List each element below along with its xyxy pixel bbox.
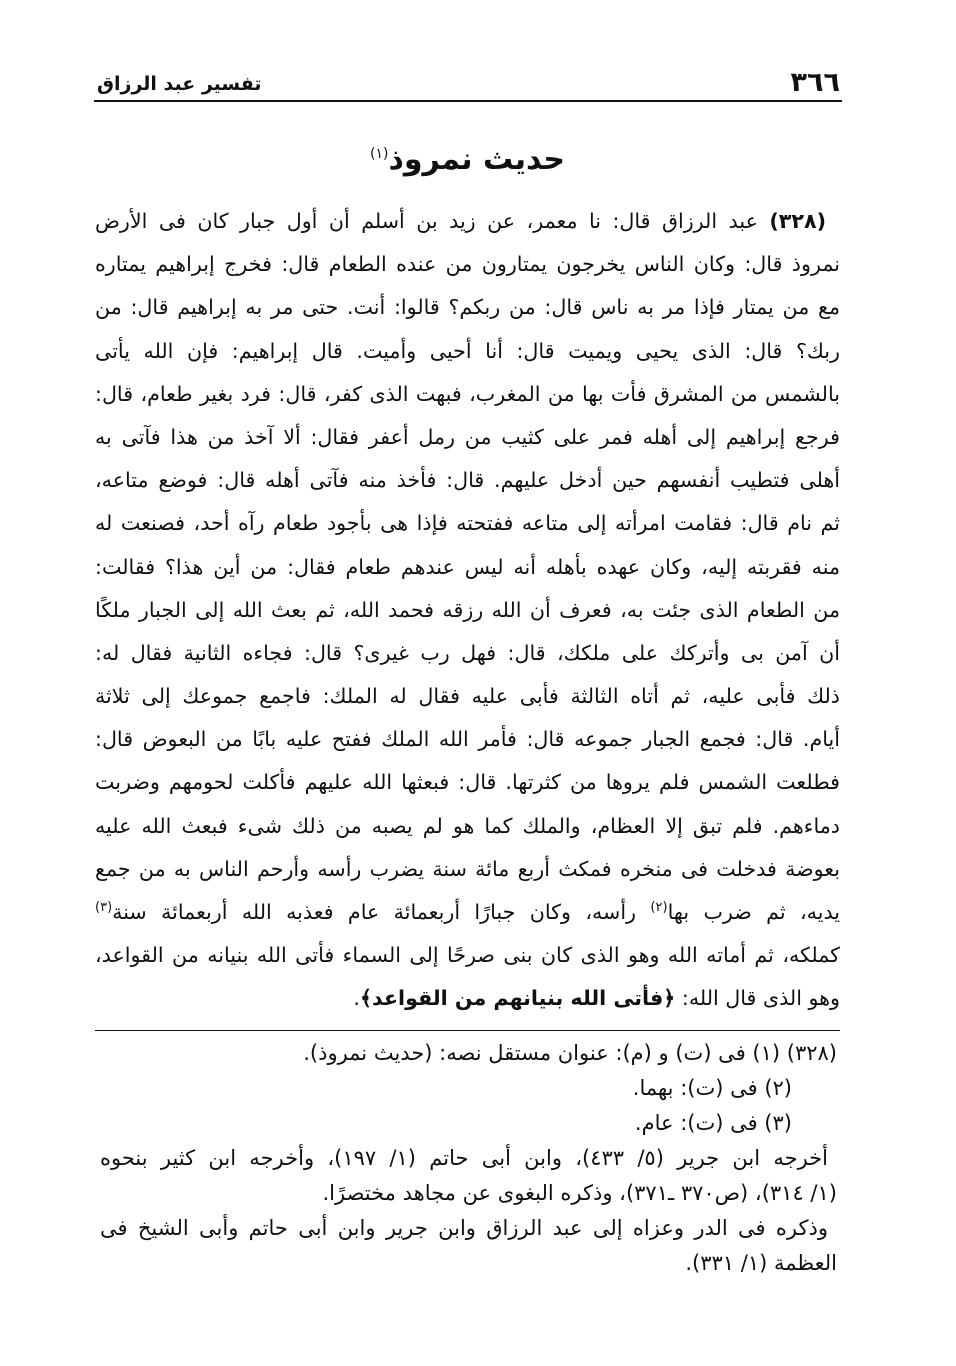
footnote-line: العظمة (١/ ٣٣١).	[685, 1251, 837, 1275]
running-title: تفسير عبد الرزاق	[97, 73, 262, 95]
footnote-line: (١/ ٣١٤)، (ص٣٧٠ ـ٣٧١)، وذكره البغوى عن مجاهد مختصرًا.	[322, 1181, 837, 1205]
running-header	[95, 66, 840, 100]
body-line: ذلك فأبى عليه، ثم أتاه الثالثة فأبى عليه فقال له الملك: فاجمع جموعك إلى ثلاثة	[95, 684, 840, 709]
body-line-end: .	[353, 986, 360, 1011]
body-line: فطلعت الشمس فلم يروها من كثرتها. قال: فبعثها الله عليهم فأكلت لحومهم وضربت	[95, 770, 840, 795]
footnote-line: وذكره فى الدر وعزاه إلى عبد الرزاق وابن جرير وابن أبى حاتم وأبى الشيخ فى	[100, 1216, 828, 1240]
footnote-line: (٢) فى (ت): بهما.	[632, 1076, 792, 1100]
main-text	[95, 200, 840, 1021]
body-line: ثم نام قال: فقامت امرأته إلى متاعه ففتحته فإذا هى بأجود طعام رآه أحد، فصنعت له	[95, 511, 840, 536]
body-line	[95, 200, 840, 243]
footnote-ref: (١)	[370, 146, 389, 162]
footnote-separator	[95, 1030, 840, 1031]
body-line-text: عبد الرزاق قال: نا معمر، عن زيد بن أسلم أن أول جبار كان فى الأرض	[95, 209, 758, 233]
footnote-line: (٣) فى (ت): عام.	[634, 1111, 792, 1135]
body-line: دماءهم. فلم تبق إلا العظام، والملك كما هو لم يصبه من ذلك شىء فبعث الله عليه	[95, 813, 840, 838]
footnotes	[95, 1036, 840, 1281]
body-line: أيام. قال: فجمع الجبار جموعه قال: فأمر الله الملك ففتح عليه بابًا من البعوض قال:	[95, 727, 840, 752]
body-line: فرجع إبراهيم إلى أهله فمر على كثيب من رمل أعفر فقال: ألا آخذ من هذا فآتى به	[95, 424, 840, 449]
body-line: بالشمس من المشرق فأت بها من المغرب، فبهت الذى كفر، قال: فرد بغير طعام، قال:	[95, 381, 840, 406]
page-number: ٣٦٦	[790, 67, 840, 98]
body-line: بعوضة فدخلت فى منخره فمكث أربع مائة سنة يضرب رأسه وأرحم الناس به من جمع	[95, 856, 840, 881]
chapter-heading	[95, 138, 840, 182]
footnote-line: أخرجه ابن جرير (٥/ ٤٣٣)، وابن أبى حاتم (١/ ١٩٧)، وأخرجه ابن كثير بنحوه	[100, 1146, 828, 1170]
quran-verse: ﴿فأتى الله بنيانهم من القواعد﴾	[359, 986, 676, 1011]
entry-number: (٣٢٨)	[769, 209, 826, 233]
body-line: مع من يمتار فإذا مر به ناس قال: من ربكم؟ قالوا: أنت. حتى مر به إبراهيم قال: من	[95, 295, 840, 320]
footnote-ref: (٢)	[650, 900, 668, 916]
body-line: منه فقربته إليه، وكان عهده بأهله أنه ليس عندهم طعام فقال: من أين هذا؟ فقالت:	[95, 554, 840, 579]
body-line-text: وهو الذى قال الله:	[681, 986, 840, 1011]
footnote-line: (٣٢٨) (١) فى (ت) و (م): عنوان مستقل نصه: (حديث نمروذ).	[303, 1041, 837, 1065]
body-line-text: رأسه، وكان جبارًا أربعمائة عام فعذبه الله أربعمائة سنة	[112, 900, 637, 924]
body-line: أن آمن بى وأتركك على ملكك، قال: فهل رب غيرى؟ قال: فجاءه الثانية فقال له:	[95, 640, 840, 665]
body-line: من الطعام الذى جئت به، فعرف أن الله رزقه فحمد الله، ثم بعث الله إلى الجبار ملكًا	[95, 597, 840, 622]
header-rule	[94, 100, 842, 102]
body-line	[95, 891, 840, 934]
body-line: أهلى فتطيب أنفسهم حين أدخل عليهم. قال: فأخذ منه فآتى أهله قال: فوضع متاعه،	[95, 468, 840, 493]
body-line-text: يديه، ثم ضرب بها	[667, 900, 841, 924]
body-line: كملكه، ثم أماته الله وهو الذى كان بنى صرحًا إلى السماء فأتى الله بنيانه من القواعد،	[95, 943, 840, 968]
body-line: ربك؟ قال: الذى يحيى ويميت قال: أنا أحيى وأميت. قال إبراهيم: فإن الله يأتى	[95, 338, 840, 363]
chapter-title: حديث نمروذ	[388, 142, 565, 177]
footnote-ref: (٣)	[95, 900, 113, 916]
body-line	[95, 977, 840, 1020]
body-line: نمروذ قال: وكان الناس يخرجون يمتارون من عنده الطعام قال: فخرج إبراهيم يمتاره	[95, 252, 840, 277]
